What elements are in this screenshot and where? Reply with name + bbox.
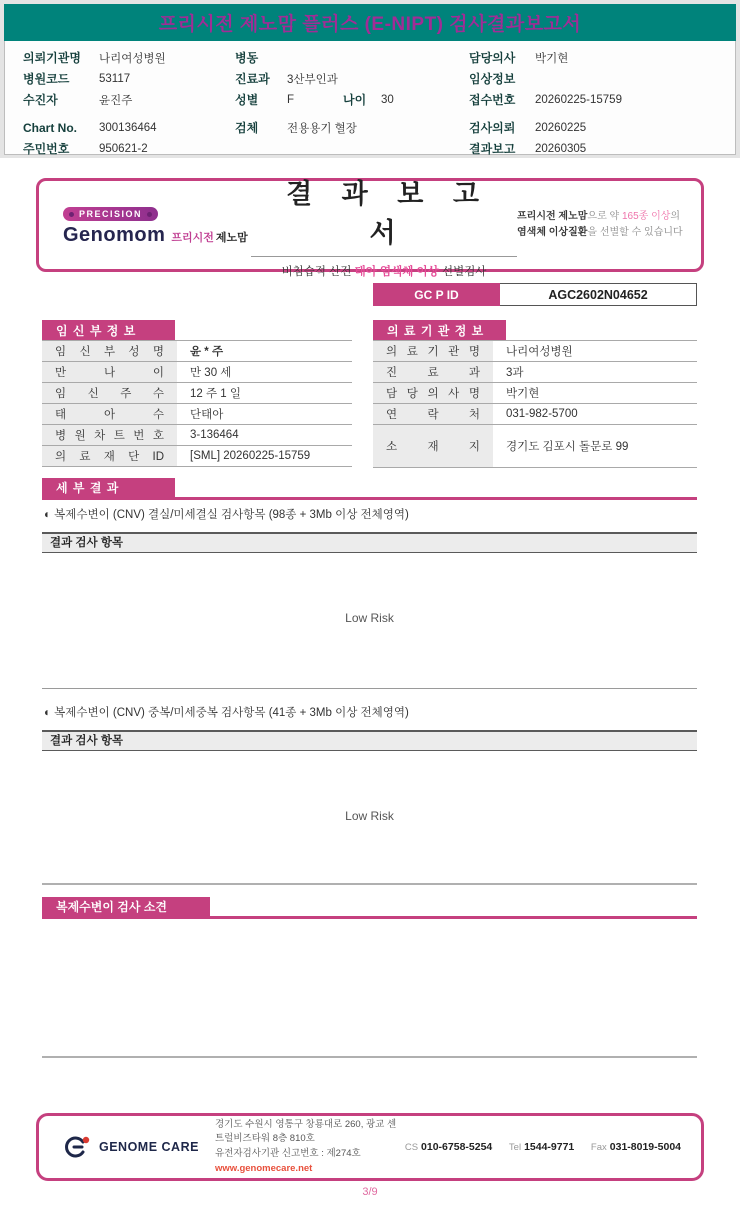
footer-license: 유전자검사기관 신고번호 : 제274호 bbox=[215, 1148, 361, 1159]
section-divider bbox=[42, 883, 697, 885]
info-row bbox=[469, 117, 727, 138]
contact-cs bbox=[405, 1142, 492, 1153]
info-row bbox=[23, 138, 235, 159]
field-label: 검사의뢰 bbox=[469, 121, 516, 135]
field-value: 나리여성병원 bbox=[99, 52, 166, 65]
cnv-deletion-section-title: ◐ 복제수변이 (CNV) 결실/미세결실 검사항목 (98종 + 3Mb 이상 전체영역) bbox=[44, 509, 409, 521]
field-label: 나이 bbox=[343, 93, 367, 107]
row-label: 진 료 과 bbox=[373, 362, 493, 382]
brand-kr-dark: 제노맘 bbox=[215, 231, 248, 244]
row-label: 임 신 주 수 bbox=[42, 383, 177, 403]
result-table-header: 결과 검사 항목 bbox=[42, 730, 697, 751]
findings-header-label: 복제수변이 검사 소견 bbox=[42, 897, 210, 916]
info-row bbox=[469, 138, 727, 159]
patient-info-columns bbox=[23, 47, 727, 159]
contact-number: 031-8019-5004 bbox=[609, 1141, 681, 1153]
genomom-logo bbox=[39, 204, 251, 247]
patient-info-col3 bbox=[469, 47, 727, 159]
row-value: 12 주 1 일 bbox=[177, 383, 352, 403]
cnv-duplication-section-title: ◐ 복제수변이 (CNV) 중복/미세중복 검사항목 (41종 + 3Mb 이상 전체영역) bbox=[44, 707, 409, 719]
row-value: [SML] 20260225-15759 bbox=[177, 446, 352, 466]
subtitle-accent: 태아 염색체 이상 bbox=[354, 265, 439, 278]
info-row bbox=[23, 117, 235, 138]
row-value: 단태아 bbox=[177, 404, 352, 424]
field-label: 의뢰기관명 bbox=[23, 51, 81, 65]
desc-text: 으로 약 bbox=[587, 211, 622, 222]
field-label: 수진자 bbox=[23, 93, 58, 107]
field-value: 20260225 bbox=[535, 121, 587, 134]
clinic-table-body bbox=[373, 340, 697, 468]
row-label: 소 재 지 bbox=[373, 425, 493, 467]
page-number: 3/9 bbox=[362, 1186, 378, 1198]
clinic-table-header: 의 료 기 관 정 보 bbox=[373, 320, 506, 340]
info-row bbox=[235, 117, 469, 138]
cnv-deletion-result: Low Risk bbox=[345, 611, 394, 625]
row-value: 3-136464 bbox=[177, 425, 352, 445]
subtitle-text: 비침습적 산전 bbox=[281, 265, 355, 278]
info-row bbox=[469, 68, 727, 89]
precision-badge: PRECISION bbox=[63, 207, 158, 221]
contact-label: CS bbox=[404, 1142, 419, 1153]
field-label: 담당의사 bbox=[469, 51, 516, 65]
details-header-label: 세 부 결 과 bbox=[42, 478, 175, 497]
table-row bbox=[373, 383, 697, 404]
field-label: 접수번호 bbox=[469, 93, 516, 107]
table-row bbox=[42, 425, 352, 446]
row-value: 만 30 세 bbox=[177, 362, 352, 382]
field-label: Chart No. bbox=[23, 120, 77, 135]
field-label: 병동 bbox=[235, 51, 259, 65]
contact-fax bbox=[591, 1142, 681, 1153]
subtitle-text: 선별검사 bbox=[438, 265, 487, 278]
gcpid-value: AGC2602N04652 bbox=[500, 283, 697, 306]
clinic-info-table bbox=[373, 320, 697, 468]
details-section-header bbox=[42, 478, 697, 500]
contact-label: Tel bbox=[508, 1142, 522, 1153]
field-value: 30 bbox=[381, 93, 394, 106]
footer-logo-block bbox=[39, 1133, 215, 1161]
findings-section-header bbox=[42, 897, 697, 919]
field-label: 진료과 bbox=[235, 72, 270, 86]
gcpid-label: GC P ID bbox=[373, 283, 500, 306]
mother-table-body bbox=[42, 340, 352, 467]
table-row bbox=[373, 425, 697, 468]
field-value: 윤진주 bbox=[99, 94, 133, 107]
row-label: 만 나 이 bbox=[42, 362, 177, 382]
table-row bbox=[373, 404, 697, 425]
mother-table-header: 임 신 부 정 보 bbox=[42, 320, 175, 340]
report-title-block bbox=[251, 172, 517, 279]
footer-address-block bbox=[215, 1118, 405, 1177]
field-value: 20260305 bbox=[535, 142, 587, 155]
footer-contacts bbox=[405, 1141, 701, 1153]
table-row bbox=[42, 383, 352, 404]
desc-accent: 165종 이상 bbox=[621, 211, 671, 222]
table-row bbox=[42, 362, 352, 383]
field-label: 임상정보 bbox=[469, 72, 516, 86]
mother-info-table bbox=[42, 320, 352, 467]
field-label: 결과보고 bbox=[469, 142, 516, 156]
contact-number: 010-6758-5254 bbox=[421, 1141, 493, 1153]
row-label: 담 당 의 사 명 bbox=[373, 383, 493, 403]
gcpid-row bbox=[373, 283, 697, 306]
field-value: F bbox=[287, 93, 295, 106]
footer-website-link[interactable]: www.genomecare.net bbox=[215, 1162, 313, 1174]
field-value: 53117 bbox=[99, 72, 131, 85]
table-row bbox=[42, 341, 352, 362]
patient-info-col2 bbox=[235, 47, 469, 159]
footer-address: 경기도 수원시 영통구 창룡대로 260, 광교 센트럴비즈타워 8층 810호 bbox=[215, 1118, 397, 1145]
section-divider bbox=[42, 688, 697, 689]
genomom-wordmark: Genomom bbox=[63, 223, 166, 246]
brand-description bbox=[517, 209, 701, 241]
patient-info-col1 bbox=[23, 47, 235, 159]
contact-label: Fax bbox=[590, 1142, 607, 1153]
field-value: 20260225-15759 bbox=[535, 93, 622, 106]
table-row bbox=[42, 446, 352, 467]
row-value: 경기도 김포시 돌문로 99 bbox=[493, 425, 697, 467]
info-row bbox=[469, 47, 727, 68]
row-value: 031-982-5700 bbox=[493, 404, 697, 424]
section-divider bbox=[42, 1056, 697, 1058]
patient-header-box bbox=[4, 4, 736, 155]
row-label: 연 락 처 bbox=[373, 404, 493, 424]
row-value: 박기현 bbox=[493, 383, 697, 403]
row-value: 나리여성병원 bbox=[493, 341, 697, 361]
info-row bbox=[235, 89, 469, 110]
field-label: 주민번호 bbox=[23, 142, 70, 156]
field-value: 950621-2 bbox=[99, 142, 148, 155]
brand-kr-pink: 프리시전 bbox=[171, 231, 214, 244]
field-label: 병원코드 bbox=[23, 72, 70, 86]
result-table-header: 결과 검사 항목 bbox=[42, 532, 697, 553]
row-label: 의 료 재 단 ID bbox=[42, 446, 177, 466]
row-value: 3과 bbox=[493, 362, 697, 382]
report-main-title: 프리시전 제노맘 플러스 (E-NIPT) 검사결과보고서 bbox=[158, 14, 582, 35]
desc-text: 을 선별할 수 있습니다 bbox=[587, 227, 683, 238]
field-value: 300136464 bbox=[99, 121, 157, 134]
row-value: 윤 * 주 bbox=[177, 341, 352, 361]
info-row bbox=[235, 68, 469, 89]
cnv-duplication-result: Low Risk bbox=[345, 809, 394, 823]
report-title: 결 과 보 고 서 bbox=[251, 172, 517, 257]
wordmark-line bbox=[63, 224, 251, 247]
info-row bbox=[235, 47, 469, 68]
field-value: 3산부인과 bbox=[287, 73, 338, 86]
desc-bold: 프리시전 제노맘 bbox=[517, 211, 588, 222]
row-label: 의 료 기 관 명 bbox=[373, 341, 493, 361]
info-row bbox=[23, 47, 235, 68]
report-title-bar bbox=[4, 4, 736, 41]
info-row bbox=[23, 89, 235, 110]
field-value: 박기현 bbox=[535, 52, 569, 65]
table-row bbox=[373, 341, 697, 362]
info-row bbox=[23, 68, 235, 89]
report-subtitle bbox=[251, 263, 517, 279]
field-value: 전용용기 혈장 bbox=[287, 122, 357, 135]
contact-number: 1544-9771 bbox=[524, 1141, 575, 1153]
row-label: 병 원 차 트 번 호 bbox=[42, 425, 177, 445]
contact-tel bbox=[509, 1142, 574, 1153]
genomecare-logo-icon bbox=[61, 1133, 93, 1161]
desc-bold: 염색체 이상질환 bbox=[517, 227, 588, 238]
table-row bbox=[42, 404, 352, 425]
patient-header-area bbox=[0, 0, 740, 158]
footer-box bbox=[36, 1113, 704, 1181]
desc-text: 의 bbox=[670, 211, 681, 222]
row-label: 임 신 부 성 명 bbox=[42, 341, 177, 361]
table-row bbox=[373, 362, 697, 383]
field-label: 검체 bbox=[235, 121, 259, 135]
row-label: 태 아 수 bbox=[42, 404, 177, 424]
field-label: 성별 bbox=[235, 93, 259, 107]
info-row bbox=[469, 89, 727, 110]
brand-header-box bbox=[36, 178, 704, 278]
footer-company-name: GENOME CARE bbox=[99, 1140, 199, 1154]
